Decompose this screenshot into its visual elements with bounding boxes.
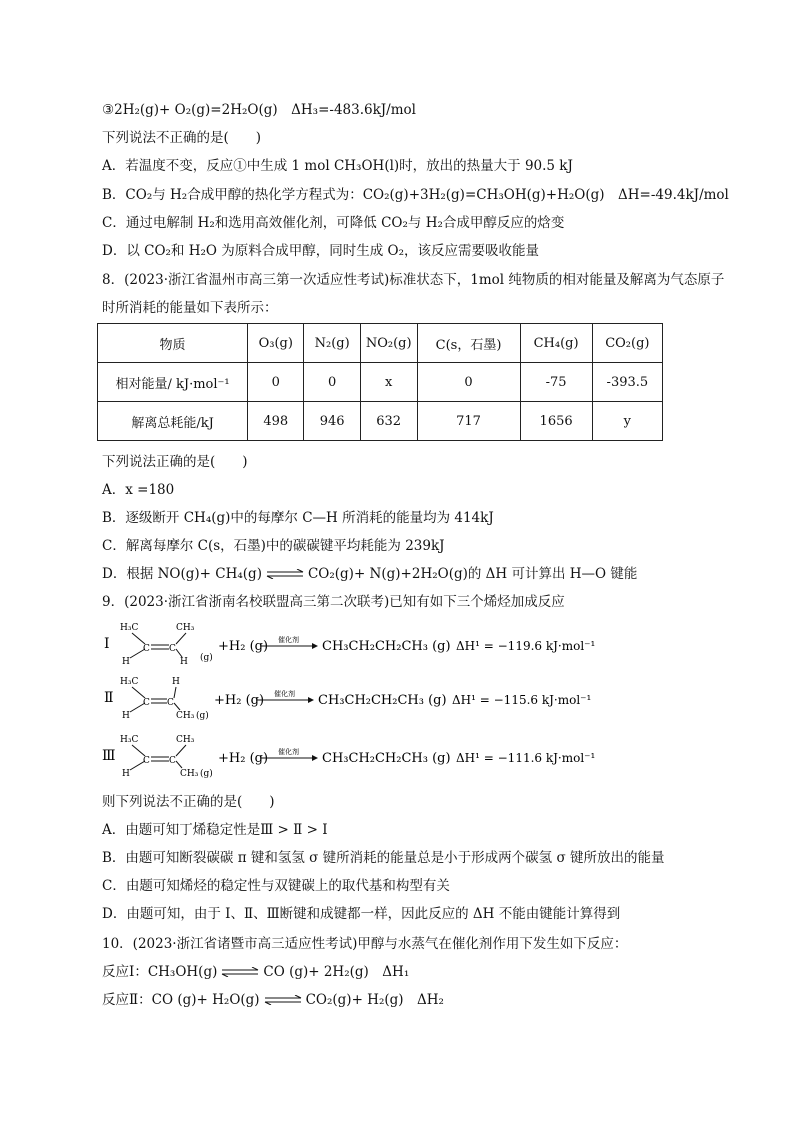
bond xyxy=(176,761,182,768)
table-cell: 498 xyxy=(248,402,304,441)
q9-option-b: B．由题可知断裂碳碳 π 键和氢氢 σ 键所消耗的能量总是小于形成两个碳氢 σ 键所放出的能量 xyxy=(102,850,665,866)
reaction-label: Ⅲ xyxy=(102,748,116,764)
carbon: C xyxy=(169,756,176,766)
q10-r2-pre: 反应Ⅱ：CO (g)+ H₂O(g) xyxy=(102,992,260,1008)
table-cell: x xyxy=(360,363,417,402)
table-cell: 0 xyxy=(248,363,304,402)
reaction-2-diagram xyxy=(100,672,700,724)
table-cell: y xyxy=(592,402,662,441)
q7-option-c: C．通过电解制 H₂和选用高效催化剂，可降低 CO₂与 H₂合成甲醇反应的焓变 xyxy=(102,215,565,231)
catalyst: 催化剂 xyxy=(274,690,295,698)
q8-option-d-pre: D．根据 NO(g)+ CH₄(g) xyxy=(102,566,262,582)
phase: (g) xyxy=(196,711,209,721)
q7-prompt: 下列说法不正确的是( ) xyxy=(102,130,262,146)
reaction-label: Ⅱ xyxy=(104,690,114,706)
product: CH₃CH₂CH₂CH₃ (g) xyxy=(322,639,451,654)
carbon: C xyxy=(143,756,150,766)
table-row xyxy=(98,363,663,402)
reaction-3 xyxy=(100,730,700,786)
table-cell: C(s，石墨) xyxy=(417,324,520,363)
table-cell: -75 xyxy=(520,363,592,402)
reaction-1 xyxy=(100,618,700,674)
bond xyxy=(132,687,145,698)
reaction-2 xyxy=(100,672,700,728)
q7-option-b: B．CO₂与 H₂合成甲醇的热化学方程式为：CO₂(g)+3H₂(g)=CH₃OH(g)+H₂O(g) ΔH=-49.4kJ/mol xyxy=(102,187,729,203)
phase: (g) xyxy=(200,769,213,779)
q10-r1-pre: 反应Ⅰ：CH₃OH(g) xyxy=(102,964,218,980)
reagent: +H₂ (g) xyxy=(214,693,265,708)
substituent: H xyxy=(122,657,130,667)
phase: (g) xyxy=(200,653,213,663)
table-cell: N₂(g) xyxy=(304,324,360,363)
q9-prompt: 则下列说法不正确的是( ) xyxy=(102,794,275,810)
table-cell: 0 xyxy=(417,363,520,402)
q8-option-d-post: CO₂(g)+ N(g)+2H₂O(g)的 ΔH 可计算出 H—O 键能 xyxy=(307,566,638,582)
enthalpy: ΔH¹ = −111.6 kJ·mol⁻¹ xyxy=(456,751,596,765)
substituent: H₃C xyxy=(120,623,139,633)
reagent: +H₂ (g) xyxy=(218,639,269,654)
table-cell: CH₄(g) xyxy=(520,324,592,363)
equilibrium-arrow-icon xyxy=(264,991,302,1011)
reaction-label: Ⅰ xyxy=(104,636,110,652)
q8-option-a: A．x =180 xyxy=(102,482,175,498)
q7-option-d: D．以 CO₂和 H₂O 为原料合成甲醇，同时生成 O₂，该反应需要吸收能量 xyxy=(102,243,540,259)
equilibrium-arrow-icon xyxy=(266,565,304,585)
q9-option-d: D．由题可知，由于 Ⅰ、Ⅱ、Ⅲ断键和成键都一样，因此反应的 ΔH 不能由键能计算得到 xyxy=(102,906,621,922)
table-row xyxy=(98,324,663,363)
catalyst: 催化剂 xyxy=(278,748,299,756)
q9-option-a: A．由题可知丁烯稳定性是Ⅲ > Ⅱ > Ⅰ xyxy=(102,822,328,838)
table-cell: 解离总耗能/kJ xyxy=(98,402,248,441)
table-cell: -393.5 xyxy=(592,363,662,402)
table-cell: 0 xyxy=(304,363,360,402)
q10-r2-post: CO₂(g)+ H₂(g) ΔH₂ xyxy=(305,992,444,1008)
q8-option-b: B．逐级断开 CH₄(g)中的每摩尔 C—H 所消耗的能量均为 414kJ xyxy=(102,510,494,526)
bond xyxy=(176,745,186,756)
table-row xyxy=(98,402,663,441)
substituent: H₃C xyxy=(120,735,139,745)
q8-stem-line2: 时所消耗的能量如下表所示： xyxy=(102,300,278,316)
substituent: CH₃ xyxy=(176,711,195,721)
catalyst: 催化剂 xyxy=(278,636,299,644)
q8-option-c: C．解离每摩尔 C(s，石墨)中的碳碳键平均耗能为 239kJ xyxy=(102,538,445,554)
enthalpy: ΔH¹ = −115.6 kJ·mol⁻¹ xyxy=(452,693,592,707)
q10-stem: 10．(2023·浙江省诸暨市高三适应性考试)甲醇与水蒸气在催化剂作用下发生如下反应： xyxy=(102,936,628,952)
reaction-3-diagram xyxy=(100,730,700,782)
carbon: C xyxy=(143,644,150,654)
bond xyxy=(132,633,145,644)
substituent: H xyxy=(122,769,130,779)
product: CH₃CH₂CH₂CH₃ (g) xyxy=(322,751,451,766)
substituent: H xyxy=(180,657,188,667)
reagent: +H₂ (g) xyxy=(218,751,269,766)
carbon: C xyxy=(143,698,150,708)
q8-stem-line1: 8．(2023·浙江省温州市高三第一次适应性考试)标准状态下，1mol 纯物质的相对能量及解离为气态原子 xyxy=(102,272,725,288)
energy-table xyxy=(97,323,663,441)
q9-option-c: C．由题可知烯烃的稳定性与双键碳上的取代基和构型有关 xyxy=(102,878,450,894)
q10-reaction-1 xyxy=(102,962,409,983)
table-cell: 相对能量/ kJ·mol⁻¹ xyxy=(98,363,248,402)
substituent: H xyxy=(172,677,180,687)
enthalpy: ΔH¹ = −119.6 kJ·mol⁻¹ xyxy=(456,639,596,653)
q9-stem: 9．(2023·浙江省浙南名校联盟高三第二次联考)已知有如下三个烯烃加成反应 xyxy=(102,594,565,610)
table-cell: O₃(g) xyxy=(248,324,304,363)
substituent: CH₃ xyxy=(176,735,195,745)
table-cell: 物质 xyxy=(98,324,248,363)
q7-option-a: A．若温度不变，反应①中生成 1 mol CH₃OH(l)时，放出的热量大于 90.5 kJ xyxy=(102,158,573,174)
product: CH₃CH₂CH₂CH₃ (g) xyxy=(318,693,447,708)
table-cell: 1656 xyxy=(520,402,592,441)
q8-option-d xyxy=(102,564,637,585)
table-cell: 717 xyxy=(417,402,520,441)
table-cell: 946 xyxy=(304,402,360,441)
reaction-1-diagram xyxy=(100,618,700,670)
substituent: CH₃ xyxy=(176,623,195,633)
substituent: CH₃ xyxy=(180,769,199,779)
bond xyxy=(174,703,180,710)
carbon: C xyxy=(167,698,174,708)
bond xyxy=(176,633,186,644)
q8-prompt: 下列说法正确的是( ) xyxy=(102,454,248,470)
equilibrium-arrow-icon xyxy=(221,963,259,983)
bond xyxy=(132,745,145,756)
q10-reaction-2 xyxy=(102,990,444,1011)
table-cell: NO₂(g) xyxy=(360,324,417,363)
table-cell: CO₂(g) xyxy=(592,324,662,363)
bond xyxy=(174,687,176,698)
carbon: C xyxy=(169,644,176,654)
bond xyxy=(176,649,182,657)
q10-r1-post: CO (g)+ 2H₂(g) ΔH₁ xyxy=(263,964,410,980)
substituent: H xyxy=(122,711,130,721)
table-cell: 632 xyxy=(360,402,417,441)
substituent: H₃C xyxy=(120,677,139,687)
equation-3: ③2H₂(g)+ O₂(g)=2H₂O(g) ΔH₃=-483.6kJ/mol xyxy=(102,102,416,118)
